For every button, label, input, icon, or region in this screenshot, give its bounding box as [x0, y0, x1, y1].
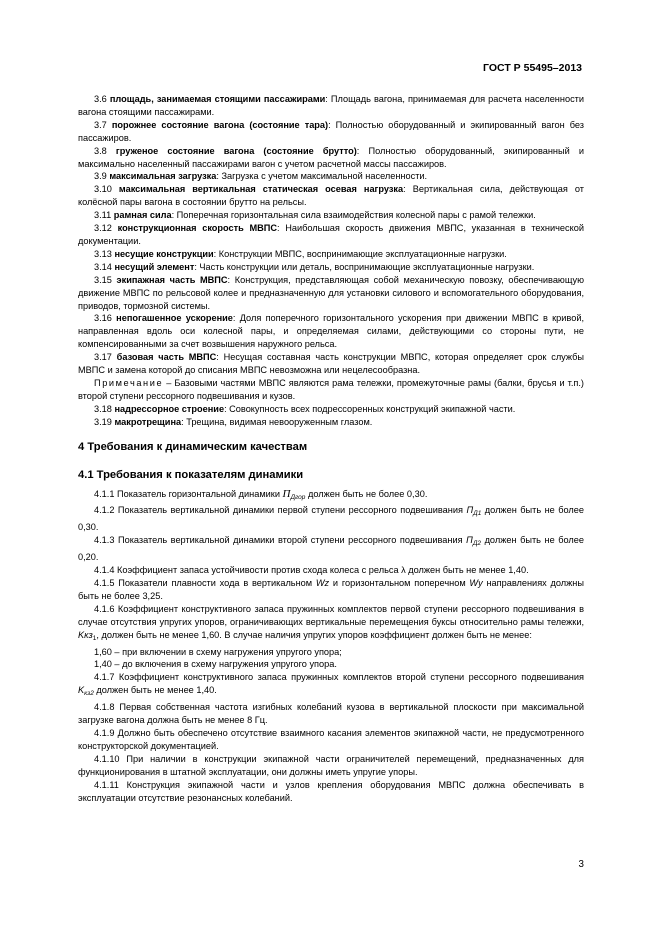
definition-term: порожнее состояние вагона (состояние тара) — [111, 119, 329, 130]
math-subscript: 1 — [92, 634, 97, 642]
definition-number: 3.18 — [94, 403, 112, 414]
page-number: 3 — [578, 859, 584, 870]
definition-term: максимальная загрузка — [109, 171, 217, 182]
note-text: – Базовыми частями МВПС являются рама тележки, промежуточные рамы (балки, брусья и т.п.) второй ступени рессорного подвешивания и кузов. — [78, 377, 584, 401]
section-4-heading: 4 Требования к динамическим качествам — [78, 440, 308, 453]
definition-term: несущий элемент — [114, 261, 195, 272]
math-subscript: Дгор — [290, 493, 306, 501]
definition-term: экипажная часть МВПС — [116, 274, 228, 285]
definition-term: макротрещина — [114, 416, 182, 427]
definition-term: несущие конструкции — [114, 248, 214, 259]
math-symbol: Wy — [469, 578, 483, 588]
definition-number: 3.19 — [94, 416, 112, 427]
clause-text: 4.1.3 Показатель вертикальной динамики второй ступени рессорного подвешивания — [94, 535, 467, 546]
definition-text: : Вертикальная сила, действующая от колёсной пары вагона в состоянии брутто на рельсы. — [78, 184, 584, 208]
math-subscript: Д1 — [473, 510, 482, 518]
clause-4-1-11: 4.1.11 Конструкция экипажной части и узлов крепления оборудования МВПС должна обеспечивать в эксплуатации отсутствие резонансных колебаний. — [78, 779, 584, 803]
clause-4-1-10: 4.1.10 При наличии в конструкции экипажной части ограничителей перемещений, предназначенных для функционирования в штатной эксплуатации, они должны иметь упругие упоры. — [78, 753, 584, 777]
definition-term: груженое состояние вагона (состояние брутто) — [115, 145, 357, 156]
standard-header: ГОСТ Р 55495–2013 — [483, 62, 582, 74]
definition-text: : Трещина, видимая невооруженным глазом. — [181, 416, 373, 427]
math-symbol: Kкз — [78, 629, 93, 640]
definition-item — [78, 119, 584, 145]
list-item: 1,40 – до включения в схему нагружения упругого упора. — [94, 659, 337, 670]
list-item: 1,60 – при включении в схему нагружения упругого упора; — [94, 646, 342, 657]
definition-item — [78, 183, 584, 209]
definition-number: 3.8 — [94, 145, 107, 156]
definition-number: 3.15 — [94, 274, 112, 285]
definition-term: максимальная вертикальная статическая осевая нагрузка — [118, 184, 404, 195]
definition-number: 3.13 — [94, 248, 112, 259]
definition-item — [78, 93, 584, 119]
definition-item — [78, 248, 584, 261]
definition-text: : Площадь вагона, принимаемая для расчета населенности вагона стоящими пассажирами. — [78, 94, 584, 117]
definition-text: : Наибольшая скорость движения МВПС, указанная в технической документации. — [78, 223, 584, 246]
clause-text: 4.1.1 Показатель горизонтальной динамики — [94, 488, 283, 499]
definition-number: 3.10 — [94, 184, 112, 195]
note-paragraph — [78, 377, 584, 403]
clause-text: направлениях должны быть не более 3,25. — [78, 578, 584, 601]
definition-number: 3.16 — [94, 313, 112, 324]
math-subscript: Д2 — [472, 540, 482, 548]
math-symbol: П — [282, 487, 291, 500]
definition-item — [78, 170, 584, 183]
definition-number: 3.6 — [94, 94, 107, 104]
clause-text: , должен быть не менее 1,60. В случае наличия упругих упоров коэффициент должен быть не менее: — [96, 629, 532, 640]
definition-item — [78, 209, 584, 222]
definition-item — [78, 222, 584, 248]
clause-4-1-9: 4.1.9 Должно быть обеспечено отсутствие взаимного касания элементов экипажной части, не предусмотренного конструкторской документацией. — [78, 727, 584, 751]
clause-text: должен быть не более 0,30. — [305, 488, 428, 499]
definition-number: 3.11 — [94, 210, 112, 221]
clause-4-1-6 — [78, 603, 584, 646]
definition-number: 3.9 — [94, 171, 107, 182]
note-label: Примечание — [94, 377, 164, 388]
definition-text: : Совокупность всех подрессоренных конструкций экипажной части. — [224, 403, 516, 414]
definition-item — [78, 416, 584, 429]
math-symbol: Wz — [315, 578, 330, 588]
clause-text: должен быть не более 0,20. — [78, 535, 584, 563]
definition-term: рамная сила — [113, 210, 172, 221]
clause-text: 4.1.5 Показатели плавности хода в вертикальном — [94, 578, 316, 588]
definition-text: : Полностью оборудованный и экипированный вагон без пассажиров. — [78, 119, 584, 143]
definitions-list-2 — [78, 403, 584, 429]
definition-item — [78, 145, 584, 171]
math-subscript: кз2 — [84, 690, 94, 698]
clause-text: должен быть не менее 1,40. — [93, 685, 217, 696]
definition-number: 3.17 — [94, 352, 112, 363]
definition-text: : Несущая составная часть конструкции МВПС, которая определяет срок службы МВПС и замена которой до списания МВПС невозможна или нецелесообразна. — [78, 352, 584, 376]
clause-text: и горизонтальном поперечном — [329, 578, 470, 588]
clause-4-1-8: 4.1.8 Первая собственная частота изгибных колебаний кузова в вертикальной плоскости при максимальной загрузке вагона должна быть не менее 8 Гц. — [78, 702, 584, 726]
definition-item — [78, 312, 584, 351]
definition-text: : Поперечная горизонтальная сила взаимодействия колесной пары с рамой тележки. — [171, 210, 536, 221]
definition-text: : Конструкция, представляющая собой механическую повозку, обеспечивающую движение МВПС по рельсовой колее и предназначенную для установки силового и вспомогательного оборудования, приводов, тормозной системы. — [78, 274, 584, 311]
clause-text: 4.1.7 Коэффициент конструктивного запаса пружинных комплектов второй ступени рессорного подвешивания — [94, 672, 584, 683]
definition-text: : Часть конструкции или деталь, воспринимающие эксплуатационные нагрузки. — [194, 261, 535, 272]
definition-term: базовая часть МВПС — [116, 352, 217, 363]
clause-4-1-7 — [78, 671, 584, 701]
definition-item — [78, 274, 584, 313]
document-body — [78, 93, 584, 804]
section-4-1-heading: 4.1 Требования к показателям динамики — [78, 468, 304, 481]
definition-term: конструкционная скорость МВПС — [117, 223, 277, 234]
definition-term: площадь, занимаемая стоящими пассажирами — [109, 94, 326, 104]
definition-text: : Загрузка с учетом максимальной населенности. — [216, 171, 428, 182]
clause-text: 4.1.2 Показатель вертикальной динамики первой ступени рессорного подвешивания — [94, 505, 467, 516]
definitions-list — [78, 93, 584, 377]
clause-text: 4.1.6 Коэффициент конструктивного запаса пружинных комплектов первой ступени рессорного подвешивания в случае отсутствия упругих упоров, ограничивающих вертикальные перемещения буксы относительно рамы тележки, — [78, 603, 584, 627]
definition-text: : Конструкции МВПС, воспринимающие эксплуатационные нагрузки. — [213, 248, 507, 259]
definition-text: : Доля поперечного горизонтального ускорения при движении МВПС в кривой, направленная вдоль оси колесной пары, и определяемая силами, действующими со стороны пути, не компенсированными за счет возвышения наружного рельса. — [78, 313, 585, 350]
clause-4-1-3 — [78, 534, 584, 564]
definition-item — [78, 261, 584, 274]
definition-item — [78, 351, 584, 377]
definition-number: 3.7 — [94, 119, 107, 130]
math-symbol: K — [78, 685, 85, 696]
definition-item — [78, 403, 584, 416]
definition-number: 3.12 — [94, 223, 112, 234]
definition-term: надрессорное строение — [114, 403, 225, 414]
clause-4-1-5 — [78, 577, 584, 603]
definition-number: 3.14 — [94, 261, 112, 272]
math-symbol: П — [466, 535, 473, 546]
clause-4-1-1 — [78, 488, 584, 505]
clause-text: должен быть не более 0,30. — [78, 505, 584, 533]
definition-term: непогашенное ускорение — [116, 313, 233, 324]
math-symbol: П — [466, 505, 474, 516]
clause-4-1-4: 4.1.4 Коэффициент запаса устойчивости против схода колеса с рельса λ должен быть не менее 1,40. — [94, 565, 529, 576]
definition-text: : Полностью оборудованный, экипированный и максимально населенный пассажирами вагон с учетом расчетной массы пассажиров. — [78, 145, 584, 169]
clause-4-1-2 — [78, 504, 584, 534]
